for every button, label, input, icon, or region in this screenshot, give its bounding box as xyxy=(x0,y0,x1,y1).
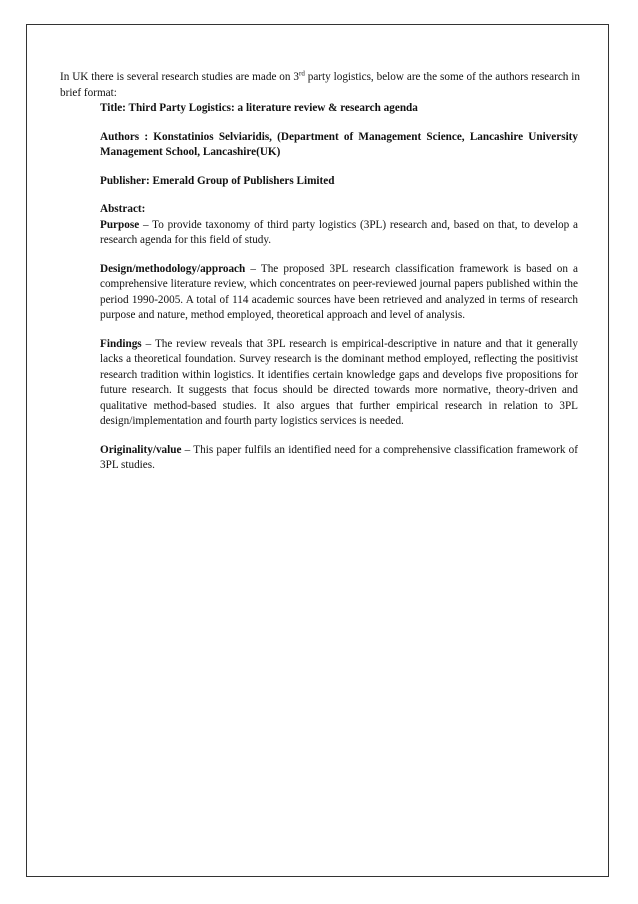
originality-label: Originality/value xyxy=(100,443,182,456)
document-body xyxy=(60,70,580,474)
paper-title: Title: Third Party Logistics: a literature review & research agenda xyxy=(100,102,418,114)
paper-publisher: Publisher: Emerald Group of Publishers Limited xyxy=(100,174,335,187)
purpose-label: Purpose xyxy=(100,218,140,231)
ordinal-superscript: rd xyxy=(299,69,305,78)
intro-text-start: In UK there is several research studies are made on 3 xyxy=(60,71,299,83)
design-text: – The proposed 3PL research classification framework is based on a comprehensive literature review, which concentrates on peer-reviewed journal papers published within the period 1990-2005. A total of 114 academic sources have been retrieved and analyzed in terms of research purpose and nature, method employed, theoretical approach and level of analysis. xyxy=(100,262,578,321)
intro-paragraph xyxy=(60,70,580,101)
purpose-paragraph xyxy=(100,218,578,249)
findings-paragraph xyxy=(100,337,578,430)
paper-authors: Authors : Konstatinios Selviaridis, (Department of Management Science, Lancashire University Management School, Lancashire(UK) xyxy=(100,130,578,158)
abstract-heading: Abstract: xyxy=(100,203,146,215)
design-paragraph xyxy=(100,262,578,324)
paper-summary xyxy=(100,101,578,474)
findings-label: Findings xyxy=(100,337,142,350)
originality-paragraph xyxy=(100,443,578,474)
findings-text: – The review reveals that 3PL research is empirical-descriptive in nature and that it generally lacks a theoretical foundation. Survey research is the dominant method employed, reflecting the positivist research tradition within logistics. It identifies certain knowledge gaps and develops five propositions for future research. It suggests that focus should be directed towards more normative, theory-driven and qualitative method-based studies. It also argues that further empirical research in relation to 3PL design/implementation and fourth party logistics services is needed. xyxy=(100,337,578,427)
intro-text-end: party logistics, below are the some of the authors research in brief format: xyxy=(60,71,580,99)
originality-text: – This paper fulfils an identified need for a comprehensive classification framework of 3PL studies. xyxy=(100,443,578,471)
purpose-text: – To provide taxonomy of third party logistics (3PL) research and, based on that, to develop a research agenda for this field of study. xyxy=(100,218,578,246)
design-label: Design/methodology/approach xyxy=(100,262,246,275)
